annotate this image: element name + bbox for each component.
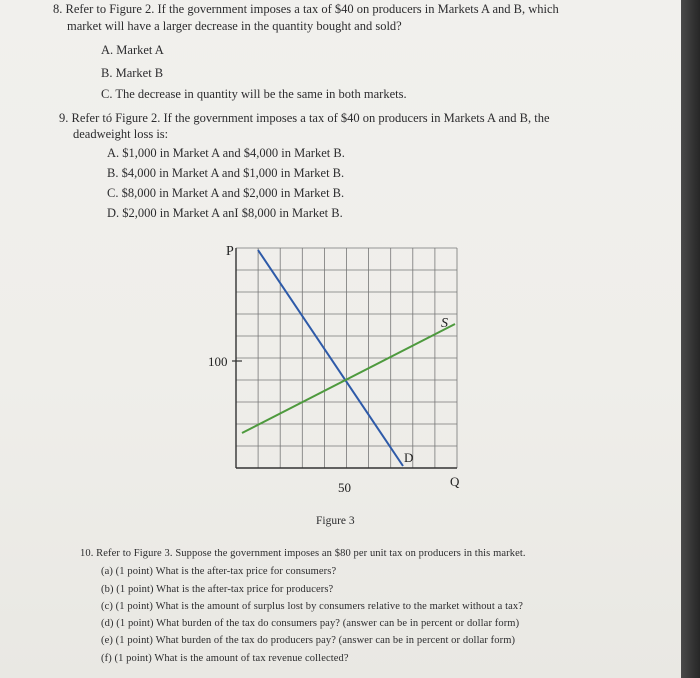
question-10-stem: 10. Refer to Figure 3. Suppose the government imposes an $80 per unit tax on producers in this market. [80,548,526,559]
supply-curve [242,324,455,433]
quantity-axis-label: Q [450,474,460,489]
question-8-option-a: A. Market A [101,43,164,57]
question-8-option-b: B. Market B [101,66,164,80]
supply-label: S [441,316,448,331]
figure-caption: Figure 3 [316,515,355,527]
question-8-line-2: market will have a larger decrease in the quantity bought and sold? [67,19,402,33]
price-tick-100: 100 [208,354,228,369]
price-axis-label: P [226,244,234,259]
question-10-part-d: (d) (1 point) What burden of the tax do consumers pay? (answer can be in percent or dollar form) [101,618,520,629]
graph-grid [236,248,457,468]
page-edge-shadow [681,0,700,678]
question-9-option-b: B. $4,000 in Market A and $1,000 in Market B. [107,166,345,180]
question-9-line-2: deadweight loss is: [73,127,169,141]
quantity-tick-50: 50 [338,480,351,495]
question-10-part-f: (f) (1 point) What is the amount of tax revenue collected? [101,653,349,664]
question-10-part-a: (a) (1 point) What is the after-tax price for consumers? [101,566,337,577]
question-8-line-1: 8. Refer to Figure 2. If the government imposes a tax of $40 on producers in Markets A and B, which [53,2,559,16]
question-9-option-a: A. $1,000 in Market A and $4,000 in Market B. [107,146,345,160]
question-9-line-1: 9. Refer tó Figure 2. If the government imposes a tax of $40 on producers in Markets A and B, the [59,111,550,125]
question-10-part-c: (c) (1 point) What is the amount of surplus lost by consumers relative to the market without a tax? [101,601,524,612]
question-10-part-b: (b) (1 point) What is the after-tax price for producers? [101,584,334,595]
question-9-option-c: C. $8,000 in Market A and $2,000 in Market B. [107,186,345,200]
question-10-part-e: (e) (1 point) What burden of the tax do producers pay? (answer can be in percent or dollar form) [101,635,516,646]
question-8-option-c: C. The decrease in quantity will be the same in both markets. [101,87,407,101]
demand-label: D [404,450,414,465]
question-9-option-d: D. $2,000 in Market A anI $8,000 in Market B. [107,206,343,220]
